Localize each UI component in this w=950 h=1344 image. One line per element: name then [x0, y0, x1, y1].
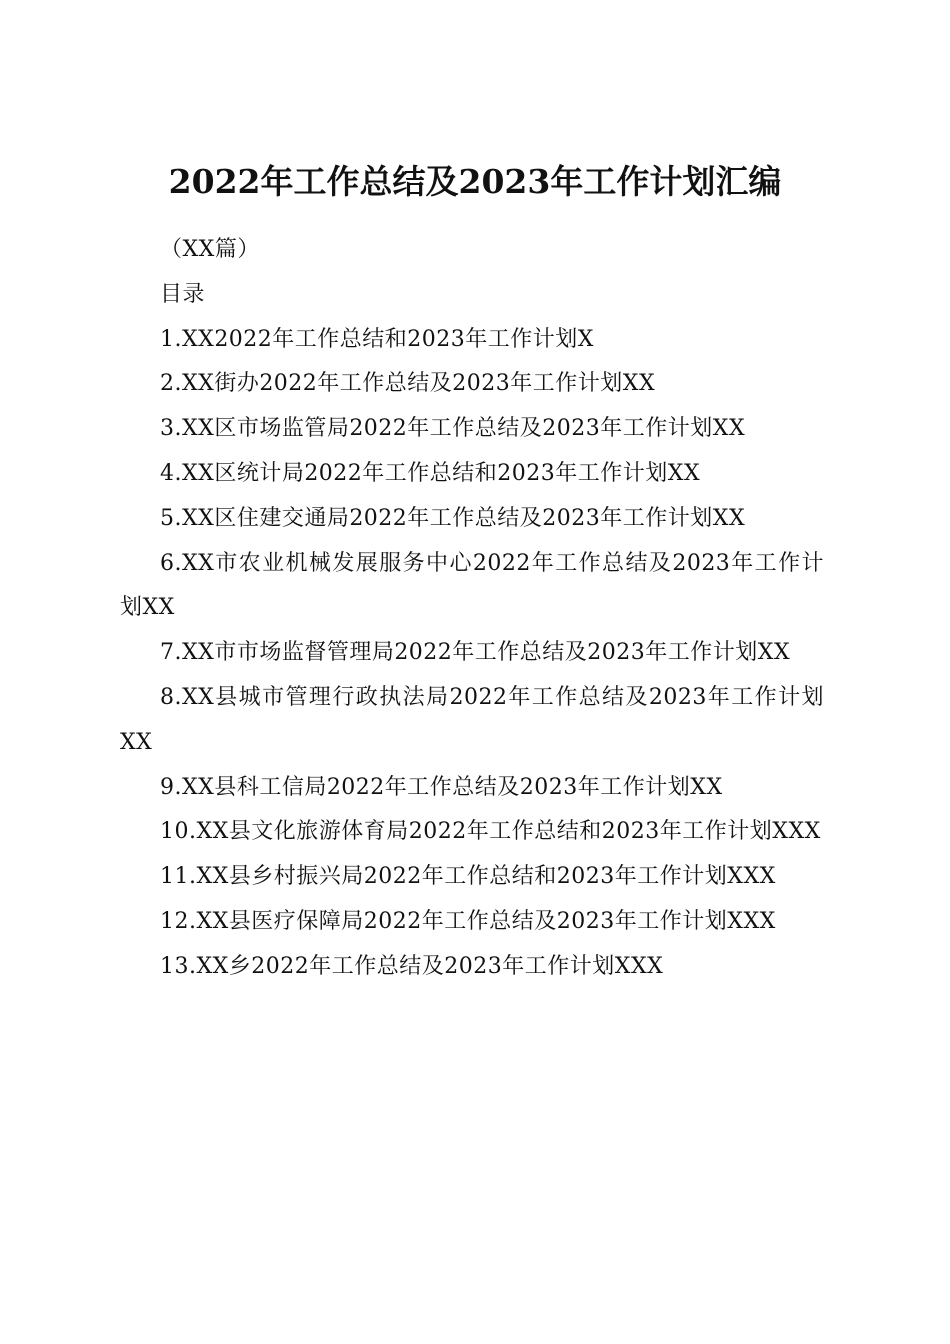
document-subtitle: （XX篇）	[160, 237, 260, 262]
toc-item: 6.XX市农业机械发展服务中心2022年工作总结及2023年工作计划XX	[120, 550, 824, 621]
toc-item: 1.XX2022年工作总结和2023年工作计划X	[160, 326, 594, 352]
toc-item: 8.XX县城市管理行政执法局2022年工作总结及2023年工作计划XX	[120, 684, 824, 755]
toc-item: 4.XX区统计局2022年工作总结和2023年工作计划XX	[160, 460, 701, 486]
toc-item: 10.XX县文化旅游体育局2022年工作总结和2023年工作计划XXX	[160, 819, 821, 845]
document-title: 2022年工作总结及2023年工作计划汇编	[168, 162, 782, 202]
toc-item: 5.XX区住建交通局2022年工作总结及2023年工作计划XX	[160, 505, 746, 531]
toc-item: 9.XX县科工信局2022年工作总结及2023年工作计划XX	[160, 774, 723, 800]
toc-item: 2.XX街办2022年工作总结及2023年工作计划XX	[160, 371, 656, 397]
toc-item: 13.XX乡2022年工作总结及2023年工作计划XXX	[160, 953, 664, 979]
document-body	[120, 228, 824, 990]
toc-heading: 目录	[160, 281, 206, 307]
toc-item: 3.XX区市场监管局2022年工作总结及2023年工作计划XX	[160, 416, 746, 442]
toc-item: 12.XX县医疗保障局2022年工作总结及2023年工作计划XXX	[160, 908, 776, 934]
toc-item: 7.XX市市场监督管理局2022年工作总结及2023年工作计划XX	[160, 640, 791, 666]
toc-item: 11.XX县乡村振兴局2022年工作总结和2023年工作计划XXX	[160, 864, 776, 890]
